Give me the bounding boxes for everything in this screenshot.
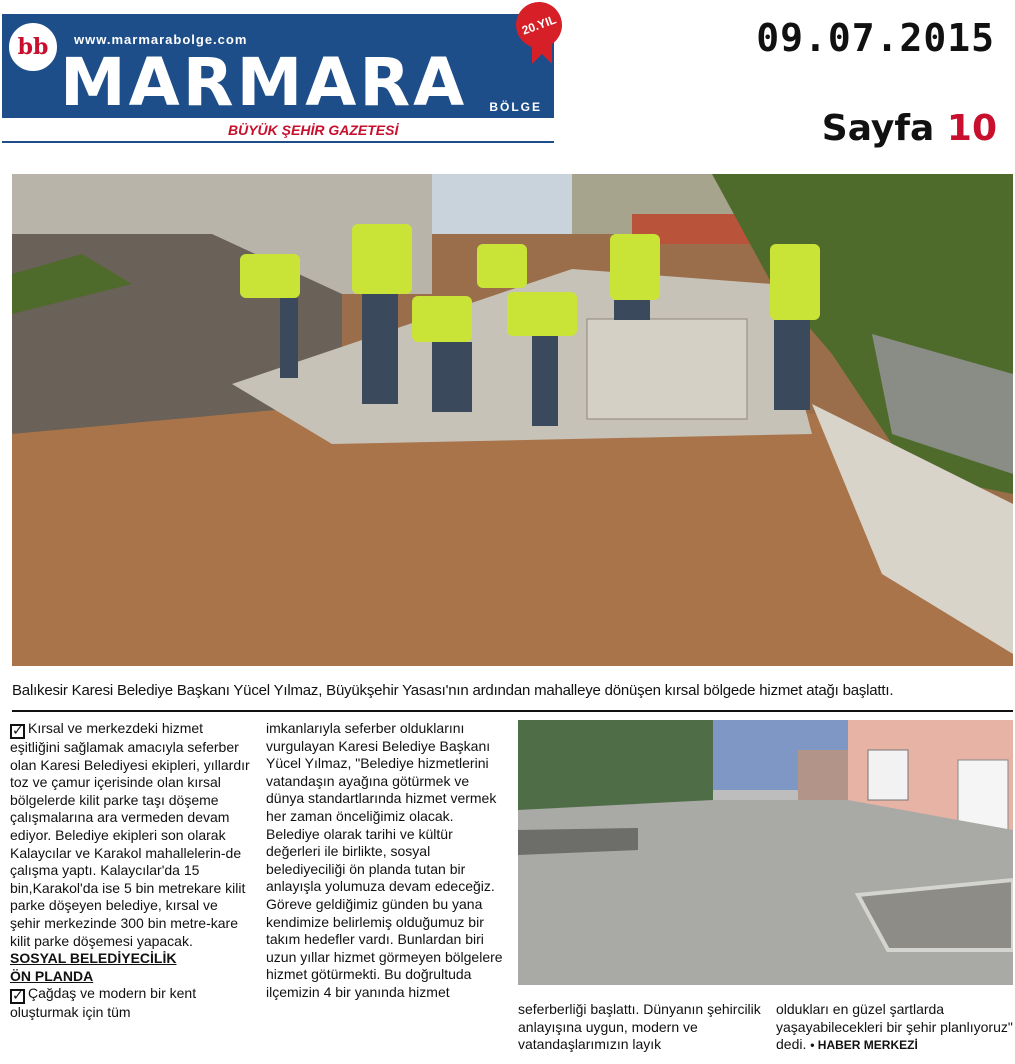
subhead-line-2: ÖN PLANDA [10,967,94,984]
site-url: www.marmarabolge.com [74,32,248,47]
page-label [822,108,997,149]
lead-paragraph: Balıkesir Karesi Belediye Başkanı Yücel Yılmaz, Büyükşehir Yasası'nın ardından mahalleye dönüşen kırsal bölgede hizmet atağı başlattı. [12,682,894,699]
masthead [0,0,560,150]
issue-date: 09.07.2015 [756,16,995,60]
lead-divider [12,710,1013,712]
anniversary-badge: 20.YIL [510,0,569,54]
logo-banner [2,14,554,121]
column-4-text: oldukları en güzel şartlarda yaşayabilecekleri bir şehir planlıyoruz" dedi. [776,1001,1013,1053]
checkbox-icon: ✓ [12,723,24,739]
page-number: 10 [946,108,997,149]
subhead [10,950,250,985]
checkbox-icon: ✓ [12,988,24,1005]
street-photo [518,720,1013,985]
brand-subname: BÖLGE [489,100,542,114]
page-word: Sayfa [821,108,935,149]
hero-illustration [12,174,1013,666]
logo-mark: bb [6,20,60,74]
hero-photo [12,174,1013,666]
column-4 [776,1001,1015,1054]
column-4-paragraph [776,1001,1015,1054]
author-credit: • HABER MERKEZİ [810,1038,918,1053]
column-1-paragraph-2 [10,985,250,1022]
column-2-paragraph-2: Göreve geldiğimiz günden bu yana kendimize belirlemiş olduğumuz bir takım hedefler vardı. Bunlardan biri uzun yıllar hizmet görmeyen bölgelere hizmet götürmekti. Bu doğrultuda ilçemizin 4 bir yanında hizmet [266,895,503,1000]
street-illustration [518,720,1013,985]
column-3 [518,1001,762,1054]
brand-name: MARMARA [60,44,468,121]
column-1-text: Kırsal ve merkezdeki hizmet eşitliğini sağlamak amacıyla seferber olan Karesi Belediyesi ekipleri, yıllardır toz ve çamur içerisinde olan kırsal bölgelerde kilit parke taşı döşeme çalışmalarına ara vermeden devam ediyor. Belediye ekipleri son olarak Kalaycılar ve Karakol mahallelerin-de çalışma yaptı. Kalaycılar'da 15 bin,Karakol'da ise 5 bin metrekare kilit parke döşeyen belediye, kırsal ve şehir merkezinde 300 bin metre-kare kilit parke döşemesi yapacak. [10,720,250,949]
tagline: BÜYÜK ŞEHİR GAZETESİ [228,122,399,138]
subhead-line-1: SOSYAL BELEDİYECİLİK [10,950,177,967]
column-1-text-2: Çağdaş ve modern bir kent oluşturmak için tüm [10,985,197,1021]
column-2 [266,720,510,1002]
column-2-paragraph: imkanlarıyla seferber olduklarını vurgulayan Karesi Belediye Başkanı Yücel Yılmaz, "Belediye hizmetlerini vatandaşın ayağına götürmek ve dünya standartlarında hizmet vermek her zaman önceliğimiz olacak. Belediye olarak tarihi ve kültür değerleri ile birlikte, sosyal belediyeciliği ön planda tutan bir anlayışla yolumuza devam edeceğiz. [266,720,497,895]
masthead-divider [2,141,554,143]
column-1 [10,720,250,1022]
column-3-paragraph: seferberliği başlattı. Dünyanın şehircilik anlayışına uygun, modern ve vatandaşlarımızın layık [518,1001,761,1053]
column-1-paragraph [10,720,250,950]
